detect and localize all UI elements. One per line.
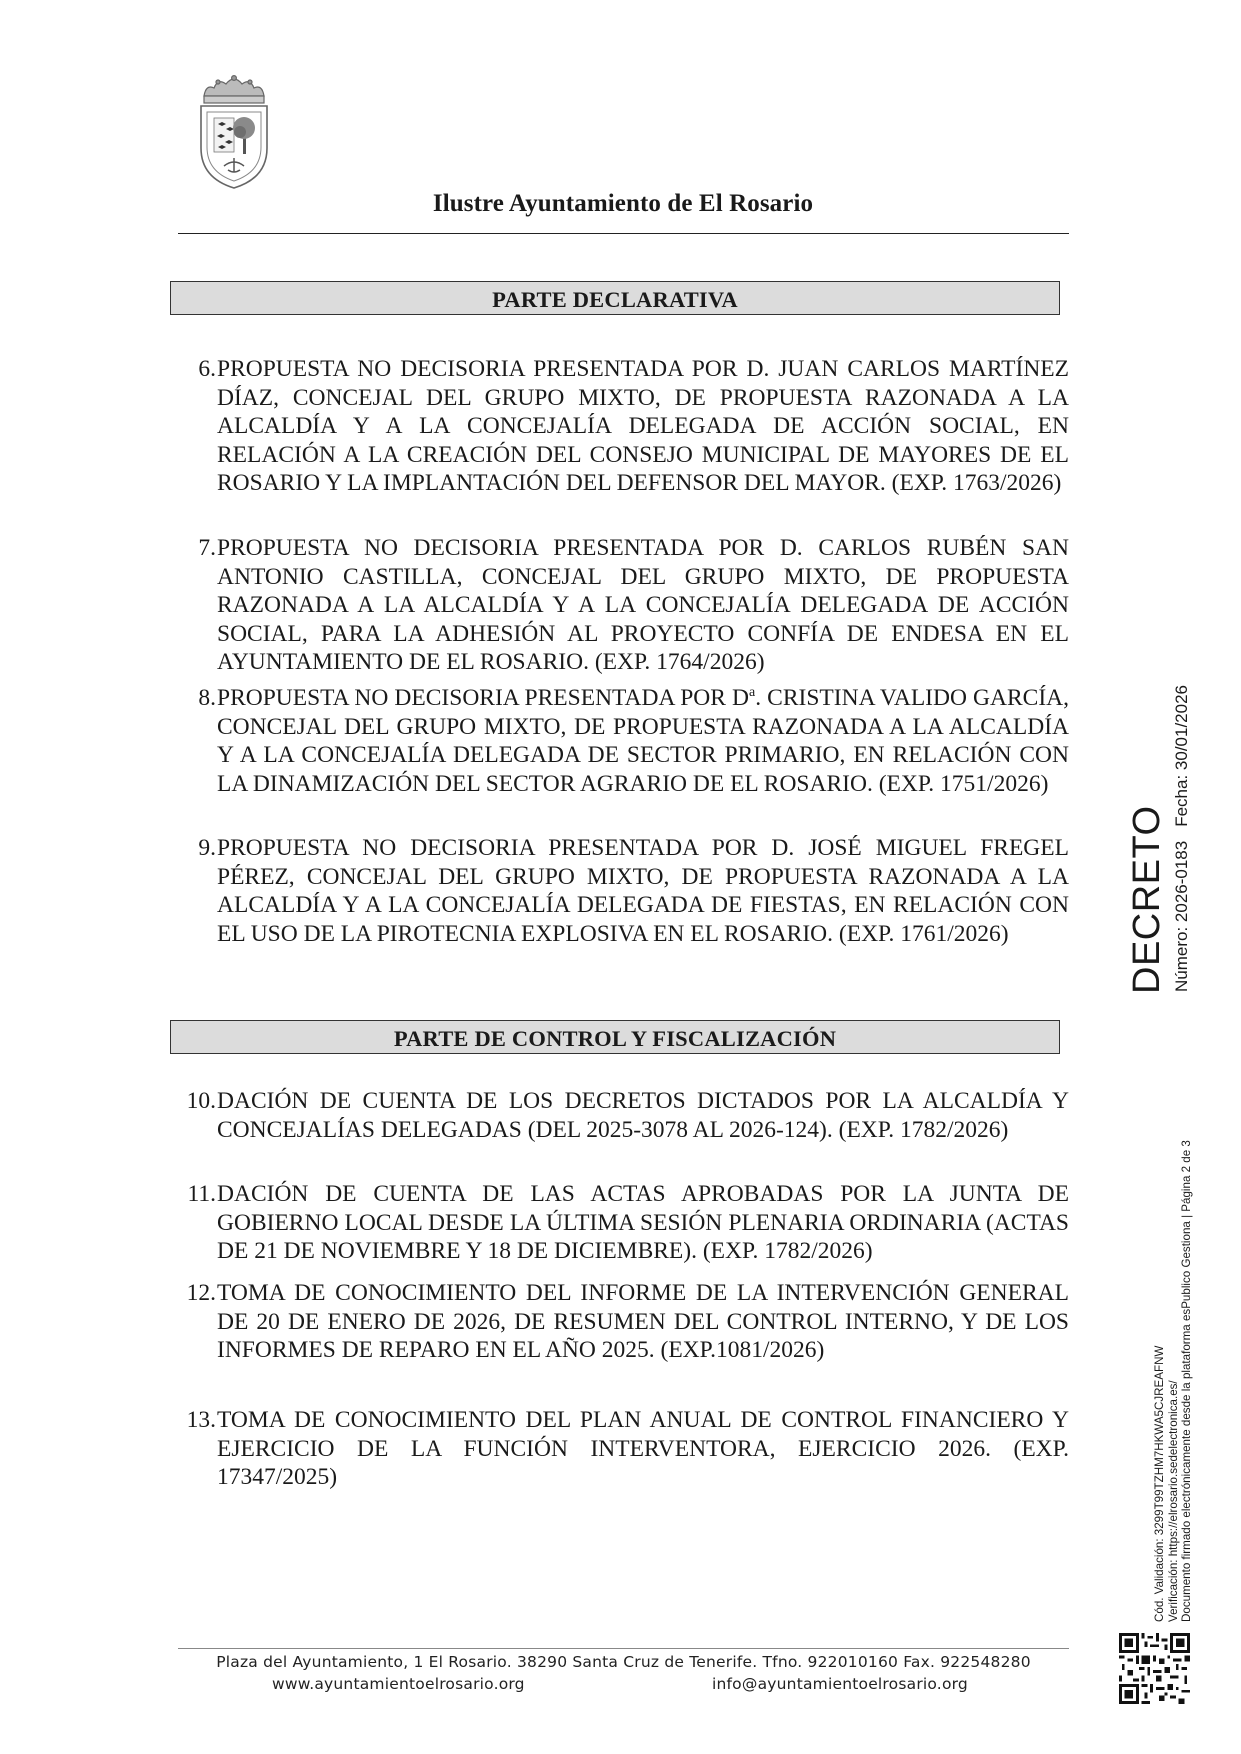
qr-code-icon[interactable]: [1119, 1633, 1190, 1704]
item-number: 13.: [186, 1407, 216, 1433]
footer-address: Plaza del Ayuntamiento, 1 El Rosario. 38290 Santa Cruz de Tenerife. Tfno. 922010160 Fax. 922548280: [216, 1653, 1031, 1671]
agenda-item: [176, 834, 1069, 948]
item-text: PROPUESTA NO DECISORIA PRESENTADA POR D. CARLOS RUBÉN SAN ANTONIO CASTILLA, CONCEJAL DEL GRUPO MIXTO, DE PROPUESTA RAZONADA A LA ALCALDÍA Y A LA CONCEJALÍA DELEGADA DE ACCIÓN SOCIAL, PARA LA ADHESIÓN AL PROYECTO CONFÍA DE ENDESA EN EL AYUNTAMIENTO DE EL ROSARIO. (EXP. 1764/2026): [217, 535, 1069, 676]
header-divider: [178, 233, 1069, 234]
agenda-item: [176, 684, 1069, 798]
item-number: 8.: [198, 685, 216, 711]
coat-of-arms-icon: [196, 74, 272, 190]
agenda-item: [176, 1279, 1069, 1365]
validation-code: Cód. Validación: 3299T99TZHM7HKWA5CJREAFNW: [1153, 1345, 1166, 1622]
item-text: PROPUESTA NO DECISORIA PRESENTADA POR D. JUAN CARLOS MARTÍNEZ DÍAZ, CONCEJAL DEL GRUPO MIXTO, DE PROPUESTA RAZONADA A LA ALCALDÍA Y A LA CONCEJALÍA DELEGADA DE ACCIÓN SOCIAL, EN RELACIÓN A LA CREACIÓN DEL CONSEJO MUNICIPAL DE MAYORES DE EL ROSARIO Y LA IMPLANTACIÓN DEL DEFENSOR DEL MAYOR. (EXP. 1763/2026): [217, 356, 1069, 497]
agenda-item: [176, 1087, 1069, 1144]
item-text: DACIÓN DE CUENTA DE LOS DECRETOS DICTADOS POR LA ALCALDÍA Y CONCEJALÍAS DELEGADAS (DEL 2025-3078 AL 2026-124). (EXP. 1782/2026): [217, 1088, 1069, 1143]
signed-note: Documento firmado electrónicamente desde la plataforma esPublico Gestiona | Página 2 de 3: [1180, 1140, 1193, 1622]
item-number: 7.: [198, 535, 216, 561]
item-number: 12.: [186, 1280, 216, 1306]
ordinal-superscript: a: [749, 685, 756, 700]
decreto-stamp-label: DECRETO: [1126, 805, 1168, 994]
agenda-item: [176, 355, 1069, 498]
item-text: TOMA DE CONOCIMIENTO DEL PLAN ANUAL DE CONTROL FINANCIERO Y EJERCICIO DE LA FUNCIÓN INTERVENTORA, EJERCICIO 2026. (EXP. 17347/2025): [217, 1407, 1069, 1491]
organization-title: Ilustre Ayuntamiento de El Rosario: [432, 190, 814, 217]
item-text-end: . CRISTINA VALIDO GARCÍA, CONCEJAL DEL GRUPO MIXTO, DE PROPUESTA RAZONADA A LA ALCALDÍA Y A LA CONCEJALÍA DELEGADA DE SECTOR PRIMARIO, EN RELACIÓN CON LA DINAMIZACIÓN DEL SECTOR AGRARIO DE EL ROSARIO. (EXP. 1751/2026): [217, 685, 1069, 797]
footer-divider: [178, 1648, 1069, 1649]
decreto-stamp-meta: [1172, 685, 1192, 992]
footer-website-link[interactable]: www.ayuntamientoelrosario.org: [272, 1675, 525, 1693]
footer-email-link[interactable]: info@ayuntamientoelrosario.org: [712, 1675, 968, 1693]
item-text: PROPUESTA NO DECISORIA PRESENTADA POR D. JOSÉ MIGUEL FREGEL PÉREZ, CONCEJAL DEL GRUPO MIXTO, DE PROPUESTA RAZONADA A LA ALCALDÍA Y A LA CONCEJALÍA DELEGADA DE FIESTAS, EN RELACIÓN CON EL USO DE LA PIROTECNIA EXPLOSIVA EN EL ROSARIO. (EXP. 1761/2026): [217, 835, 1069, 947]
agenda-item: [176, 534, 1069, 677]
item-number: 9.: [198, 835, 216, 861]
item-text: TOMA DE CONOCIMIENTO DEL INFORME DE LA INTERVENCIÓN GENERAL DE 20 DE ENERO DE 2026, DE RESUMEN DEL CONTROL INTERNO, Y DE LOS INFORMES DE REPARO EN EL AÑO 2025. (EXP.1081/2026): [217, 1280, 1069, 1364]
section-heading-control: PARTE DE CONTROL Y FISCALIZACIÓN: [170, 1020, 1060, 1054]
decreto-date: Fecha: 30/01/2026: [1172, 685, 1191, 827]
section-heading-declarativa: PARTE DECLARATIVA: [170, 281, 1060, 315]
item-text: DACIÓN DE CUENTA DE LAS ACTAS APROBADAS POR LA JUNTA DE GOBIERNO LOCAL DESDE LA ÚLTIMA SESIÓN PLENARIA ORDINARIA (ACTAS DE 21 DE NOVIEMBRE Y 18 DE DICIEMBRE). (EXP. 1782/2026): [217, 1181, 1069, 1265]
item-number: 11.: [187, 1181, 216, 1207]
validation-block: [1153, 1140, 1194, 1622]
item-text: [216, 684, 1069, 798]
verification-url[interactable]: Verificación: https://elrosario.sedelectronica.es/: [1166, 1380, 1180, 1622]
agenda-item: [176, 1406, 1069, 1492]
item-number: 10.: [186, 1088, 216, 1114]
item-text-start: PROPUESTA NO DECISORIA PRESENTADA POR D: [217, 685, 749, 711]
decreto-number: Número: 2026-0183: [1172, 840, 1191, 992]
item-number: 6.: [198, 356, 216, 382]
agenda-item: [176, 1180, 1069, 1266]
